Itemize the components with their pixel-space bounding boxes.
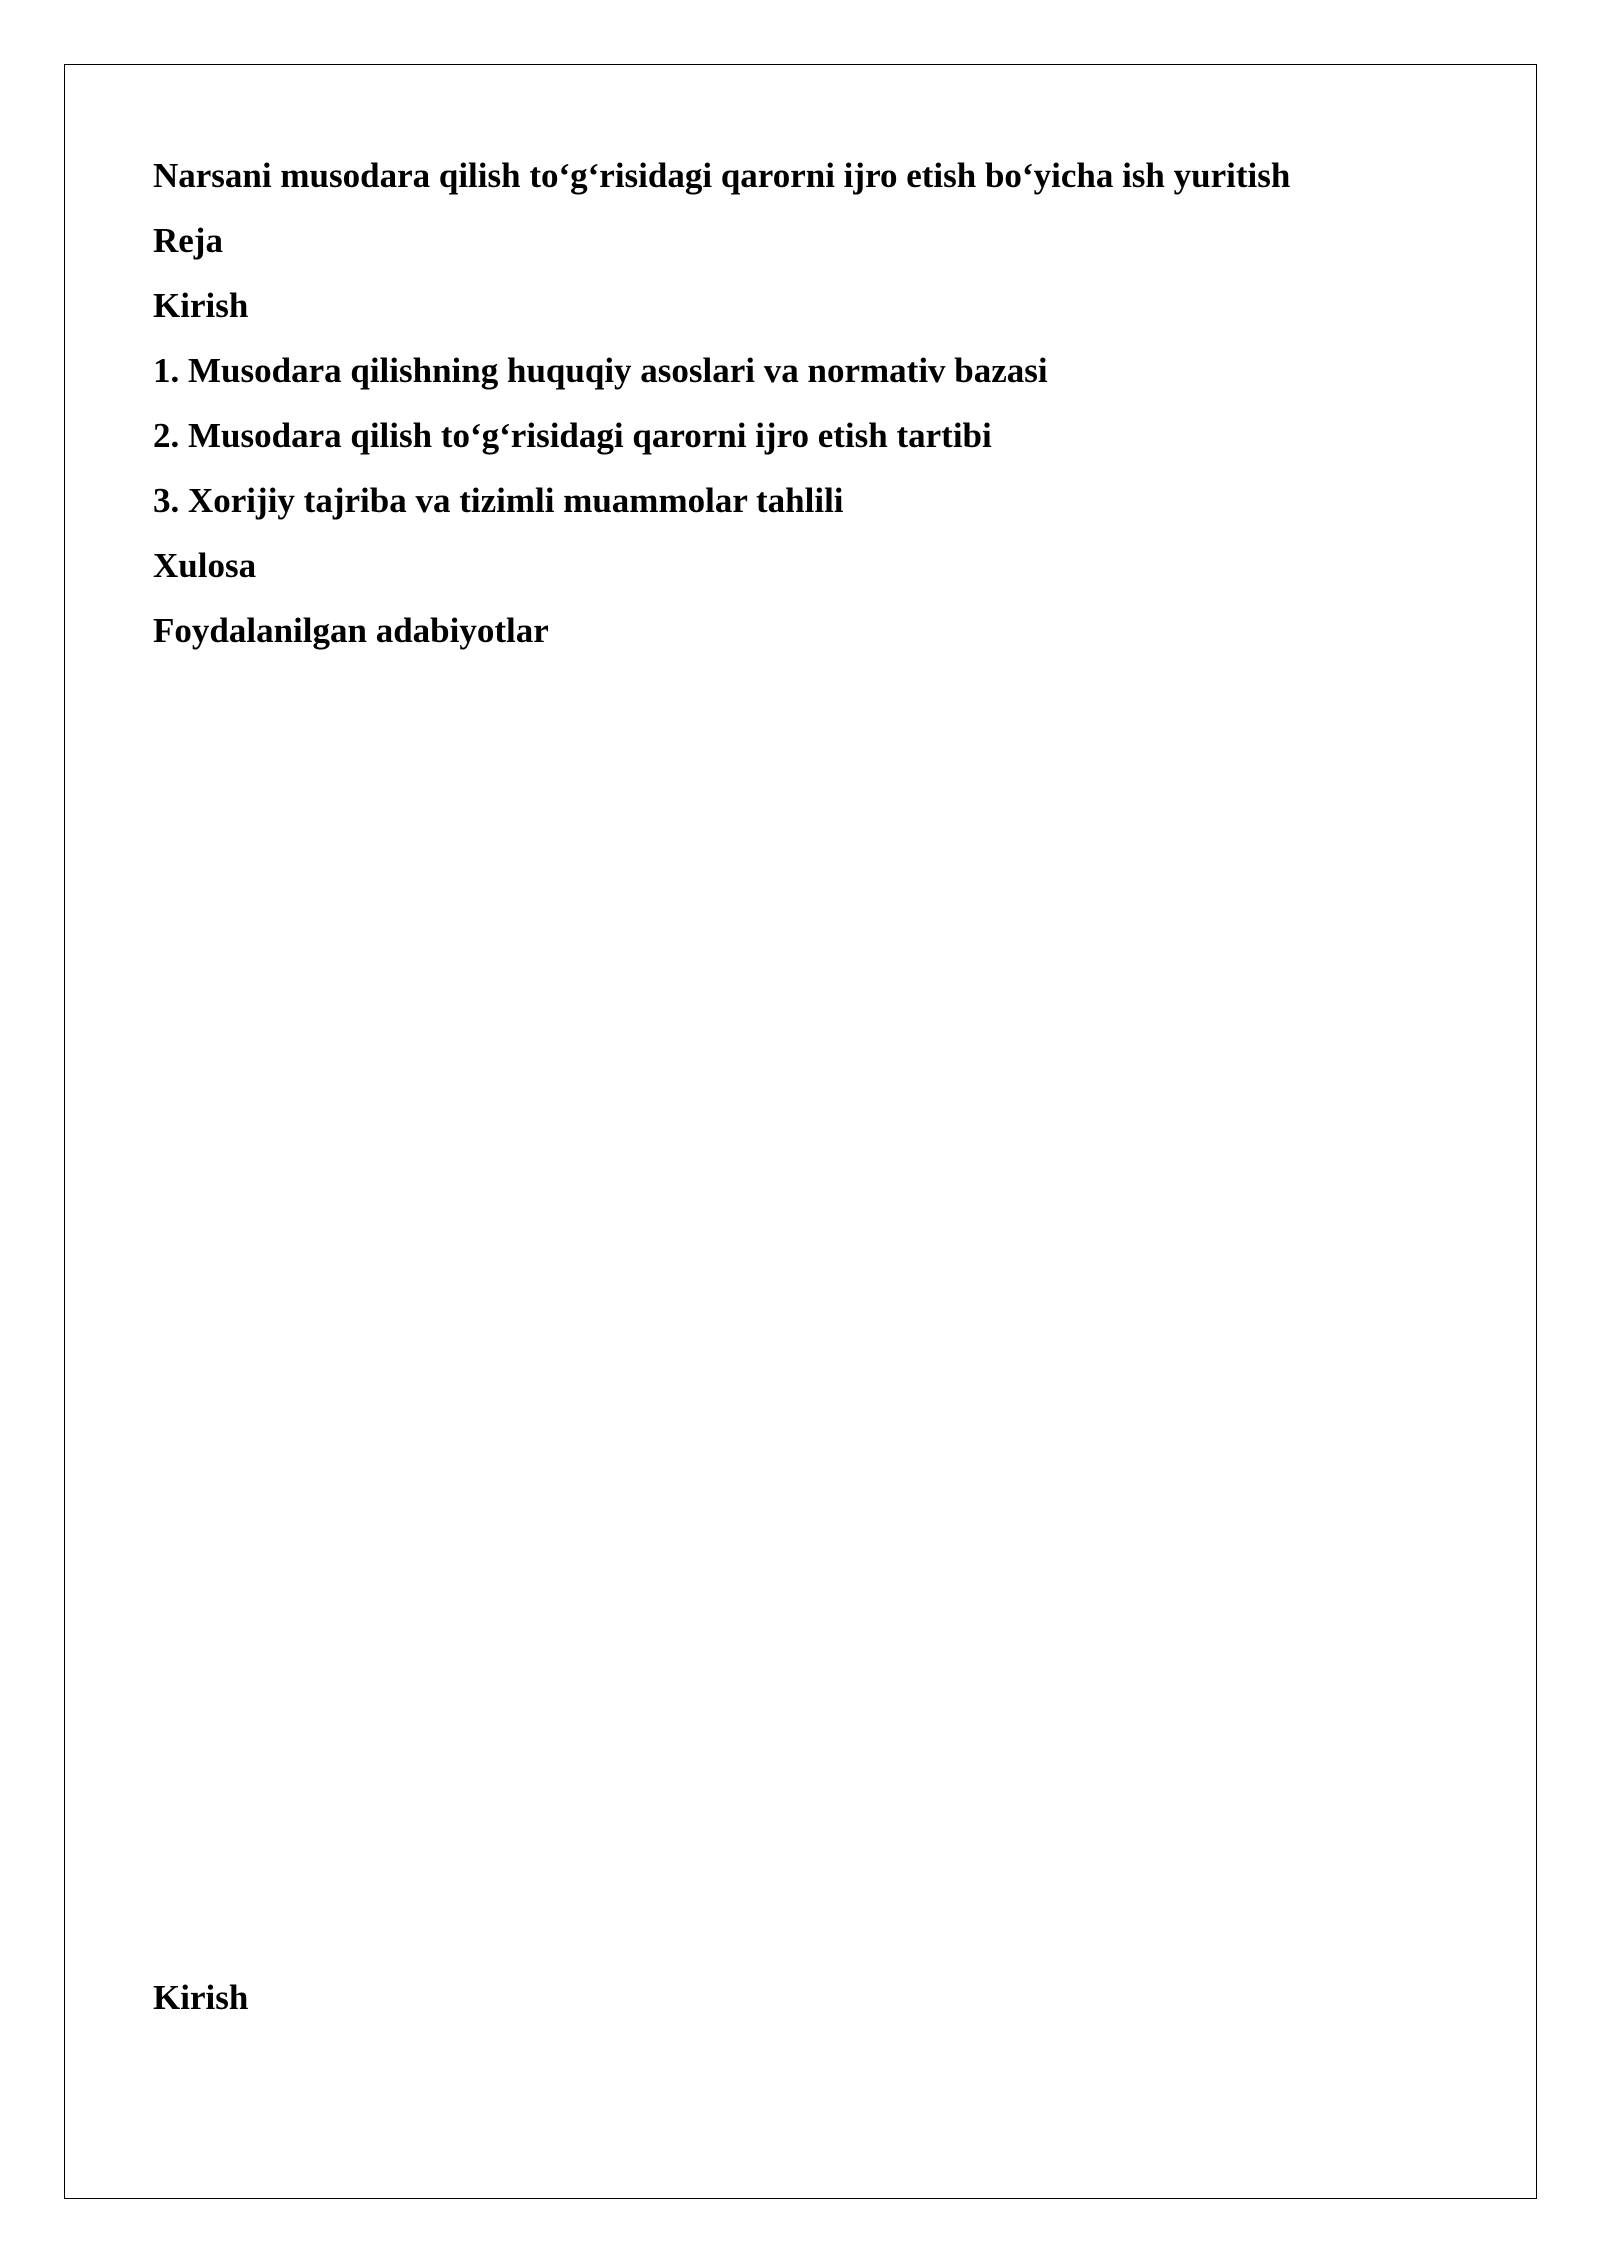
plan-item-introduction: Kirish bbox=[153, 286, 249, 325]
plan-item-3: 3. Xorijiy tajriba va tizimli muammolar tahlili bbox=[153, 481, 844, 520]
plan-item-references: Foydalanilgan adabiyotlar bbox=[153, 611, 549, 650]
document-title: Narsani musodara qilish to‘g‘risidagi qarorni ijro etish bo‘yicha ish yuritish bbox=[153, 156, 1291, 195]
introduction-heading: Kirish bbox=[153, 1978, 249, 2017]
plan-item-2: 2. Musodara qilish to‘g‘risidagi qarorni ijro etish tartibi bbox=[153, 416, 992, 455]
plan-heading: Reja bbox=[153, 221, 223, 260]
plan-item-conclusion: Xulosa bbox=[153, 546, 257, 585]
plan-item-1: 1. Musodara qilishning huquqiy asoslari va normativ bazasi bbox=[153, 351, 1048, 390]
